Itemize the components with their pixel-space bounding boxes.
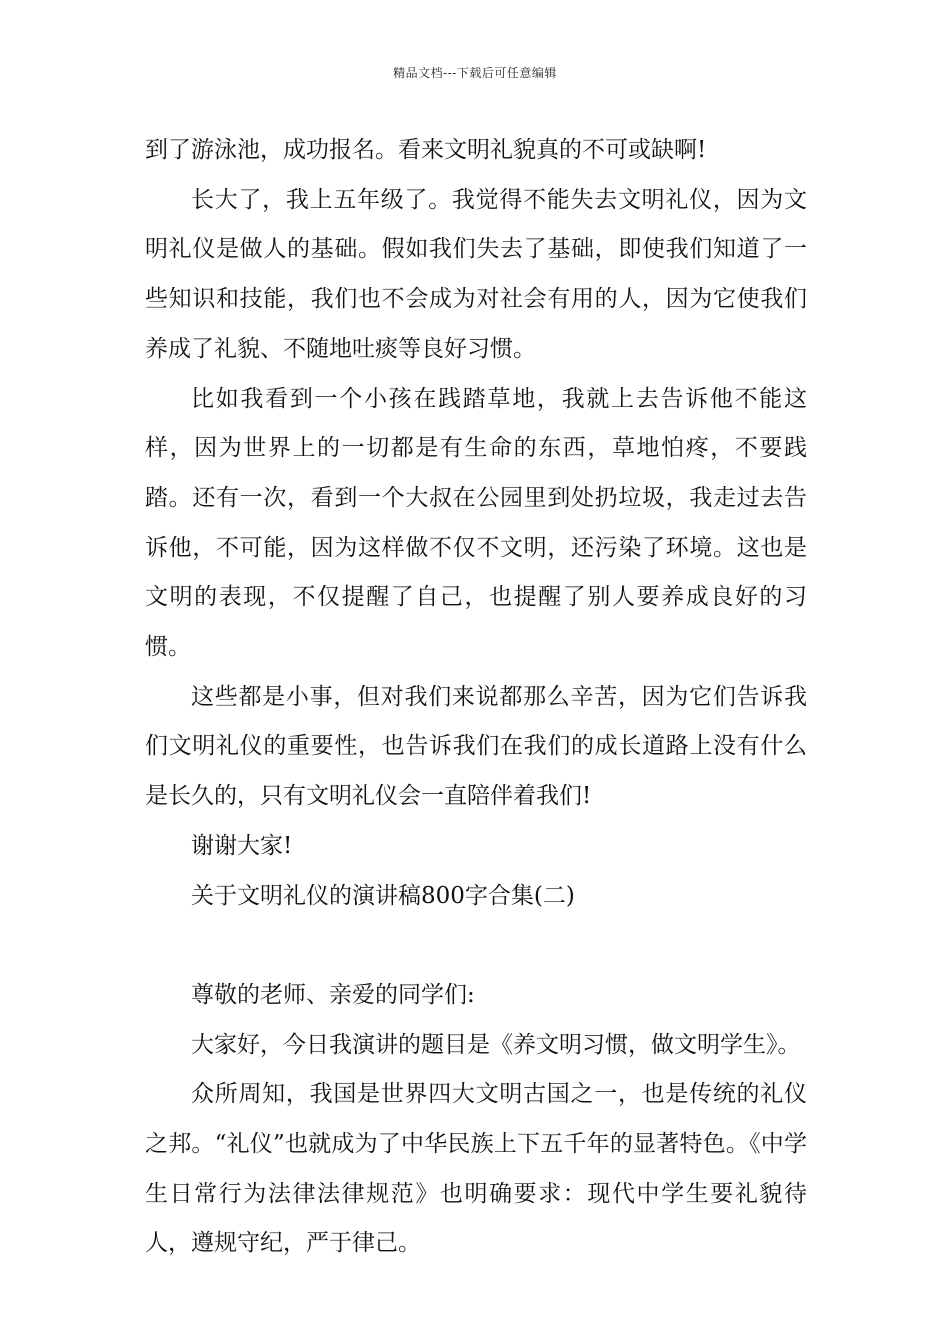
paragraph-fifth-grade: 长大了，我上五年级了。我觉得不能失去文明礼仪，因为文明礼仪是做人的基础。假如我们失去了基础，即使我们知道了一些知识和技能，我们也不会成为对社会有用的人，因为它使我们养成了礼貌、不随地吐痰等良好习惯。 bbox=[145, 186, 807, 362]
paragraph-civilization: 众所周知，我国是世界四大文明古国之一，也是传统的礼仪之邦。“礼仪”也就成为了中华民族上下五千年的显著特色。《中学生日常行为法律法律规范》也明确要求：现代中学生要礼貌待人，遵规守纪，严于律己。 bbox=[145, 1081, 807, 1257]
document-body bbox=[145, 126, 807, 1269]
paragraph-salutation: 尊敬的老师、亲爱的同学们: bbox=[191, 981, 475, 1008]
paragraph-thanks: 谢谢大家! bbox=[191, 832, 293, 859]
blank-line bbox=[145, 921, 807, 971]
paragraph-small-things: 这些都是小事，但对我们来说都那么辛苦，因为它们告诉我们文明礼仪的重要性，也告诉我们在我们的成长道路上没有什么是长久的，只有文明礼仪会一直陪伴着我们! bbox=[145, 683, 807, 810]
page-header: 精品文档---下载后可任意编辑 bbox=[393, 66, 557, 80]
paragraph-continuation: 到了游泳池，成功报名。看来文明礼貌真的不可或缺啊! bbox=[145, 137, 707, 163]
paragraph-example: 比如我看到一个小孩在践踏草地，我就上去告诉他不能这样，因为世界上的一切都是有生命的东西，草地怕疼，不要践踏。还有一次，看到一个大叔在公园里到处扔垃圾，我走过去告诉他，不可能，因为这样做不仅不文明，还污染了环境。这也是文明的表现，不仅提醒了自己，也提醒了别人要养成良好的习惯。 bbox=[145, 385, 807, 661]
paragraph-greeting: 大家好，今日我演讲的题目是《养文明习惯，做文明学生》。 bbox=[191, 1031, 801, 1058]
section-title: 关于文明礼仪的演讲稿800字合集(二) bbox=[191, 882, 575, 909]
